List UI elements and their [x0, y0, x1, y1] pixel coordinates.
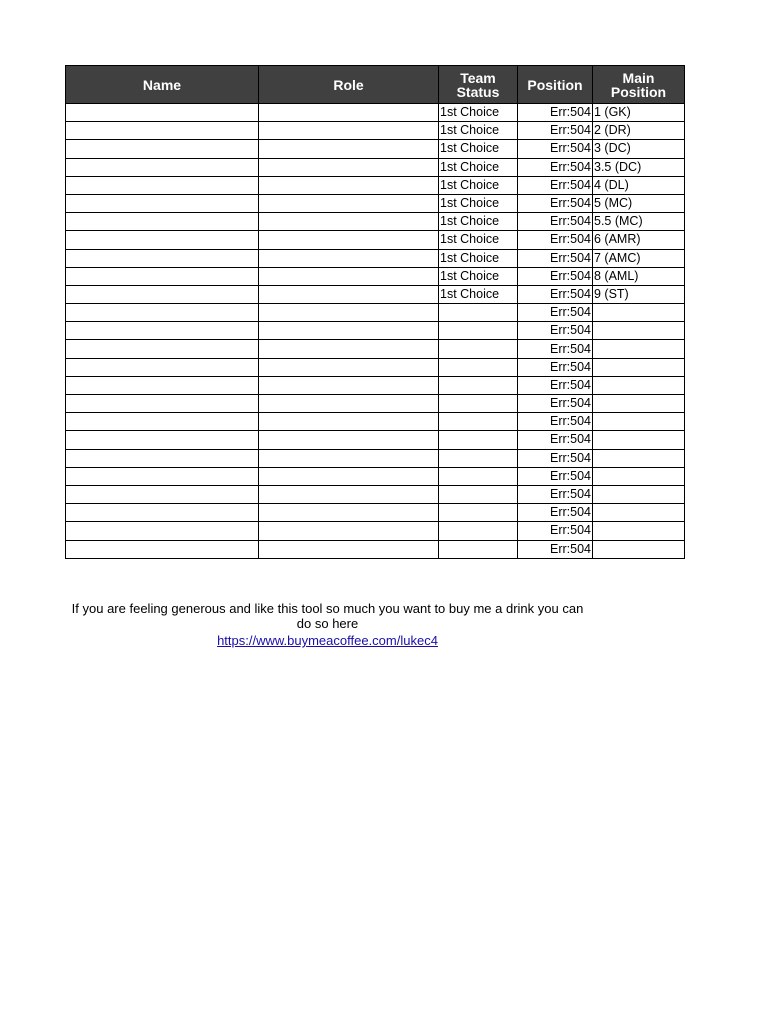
cell-name[interactable] [66, 213, 259, 231]
cell-name[interactable] [66, 358, 259, 376]
table-row [66, 358, 685, 376]
donation-note: If you are feeling generous and like this tool so much you want to buy me a drink you can do so here [71, 601, 584, 631]
table-row [66, 376, 685, 394]
cell-team-status[interactable] [439, 413, 518, 431]
cell-name[interactable] [66, 231, 259, 249]
table-row [66, 285, 685, 303]
table-row [66, 395, 685, 413]
cell-main-position[interactable]: 3 (DC) [593, 140, 685, 158]
cell-team-status[interactable]: 1st Choice [439, 231, 518, 249]
cell-main-position[interactable] [593, 376, 685, 394]
table-row [66, 122, 685, 140]
cell-main-position[interactable] [593, 304, 685, 322]
cell-role[interactable] [259, 340, 439, 358]
cell-position[interactable]: Err:504 [518, 213, 593, 231]
header-team-status[interactable]: Team Status [439, 66, 518, 104]
cell-main-position[interactable] [593, 485, 685, 503]
cell-role[interactable] [259, 467, 439, 485]
table-row [66, 540, 685, 558]
cell-team-status[interactable] [439, 376, 518, 394]
cell-role[interactable] [259, 485, 439, 503]
cell-main-position[interactable]: 5.5 (MC) [593, 213, 685, 231]
cell-team-status[interactable]: 1st Choice [439, 140, 518, 158]
donation-link[interactable]: https://www.buymeacoffee.com/lukec4 [217, 633, 438, 648]
table-row [66, 522, 685, 540]
cell-role[interactable] [259, 431, 439, 449]
cell-main-position[interactable] [593, 467, 685, 485]
cell-team-status[interactable] [439, 431, 518, 449]
cell-role[interactable] [259, 194, 439, 212]
cell-role[interactable] [259, 176, 439, 194]
cell-role[interactable] [259, 140, 439, 158]
cell-main-position[interactable]: 2 (DR) [593, 122, 685, 140]
cell-team-status[interactable] [439, 504, 518, 522]
table-row [66, 249, 685, 267]
cell-position[interactable]: Err:504 [518, 304, 593, 322]
header-name[interactable]: Name [66, 66, 259, 104]
cell-position[interactable]: Err:504 [518, 504, 593, 522]
cell-name[interactable] [66, 504, 259, 522]
cell-role[interactable] [259, 540, 439, 558]
cell-name[interactable] [66, 376, 259, 394]
header-position[interactable]: Position [518, 66, 593, 104]
cell-position[interactable]: Err:504 [518, 231, 593, 249]
cell-position[interactable]: Err:504 [518, 194, 593, 212]
cell-position[interactable]: Err:504 [518, 395, 593, 413]
cell-main-position[interactable] [593, 449, 685, 467]
table-row [66, 104, 685, 122]
cell-name[interactable] [66, 540, 259, 558]
cell-role[interactable] [259, 285, 439, 303]
cell-role[interactable] [259, 158, 439, 176]
cell-position[interactable]: Err:504 [518, 449, 593, 467]
table-row [66, 322, 685, 340]
cell-team-status[interactable] [439, 322, 518, 340]
cell-name[interactable] [66, 267, 259, 285]
table-row [66, 449, 685, 467]
cell-main-position[interactable] [593, 322, 685, 340]
cell-role[interactable] [259, 376, 439, 394]
cell-team-status[interactable]: 1st Choice [439, 267, 518, 285]
table-row [66, 340, 685, 358]
cell-team-status[interactable] [439, 467, 518, 485]
cell-position[interactable]: Err:504 [518, 358, 593, 376]
cell-name[interactable] [66, 522, 259, 540]
cell-position[interactable]: Err:504 [518, 104, 593, 122]
cell-team-status[interactable] [439, 522, 518, 540]
cell-position[interactable]: Err:504 [518, 522, 593, 540]
cell-main-position[interactable]: 7 (AMC) [593, 249, 685, 267]
donation-link-wrapper [65, 633, 590, 649]
cell-main-position[interactable] [593, 504, 685, 522]
cell-name[interactable] [66, 140, 259, 158]
cell-role[interactable] [259, 522, 439, 540]
cell-team-status[interactable] [439, 304, 518, 322]
cell-team-status[interactable] [439, 395, 518, 413]
cell-role[interactable] [259, 504, 439, 522]
table-row [66, 231, 685, 249]
cell-team-status[interactable]: 1st Choice [439, 176, 518, 194]
cell-position[interactable]: Err:504 [518, 267, 593, 285]
table-row [66, 485, 685, 503]
cell-team-status[interactable]: 1st Choice [439, 194, 518, 212]
cell-role[interactable] [259, 267, 439, 285]
table-row [66, 267, 685, 285]
cell-role[interactable] [259, 231, 439, 249]
cell-name[interactable] [66, 340, 259, 358]
cell-main-position[interactable] [593, 340, 685, 358]
cell-role[interactable] [259, 104, 439, 122]
cell-position[interactable]: Err:504 [518, 176, 593, 194]
header-role[interactable]: Role [259, 66, 439, 104]
cell-position[interactable]: Err:504 [518, 467, 593, 485]
cell-position[interactable]: Err:504 [518, 413, 593, 431]
cell-main-position[interactable]: 3.5 (DC) [593, 158, 685, 176]
cell-team-status[interactable]: 1st Choice [439, 285, 518, 303]
cell-main-position[interactable] [593, 395, 685, 413]
cell-team-status[interactable] [439, 340, 518, 358]
cell-position[interactable]: Err:504 [518, 340, 593, 358]
cell-role[interactable] [259, 395, 439, 413]
cell-name[interactable] [66, 104, 259, 122]
cell-team-status[interactable]: 1st Choice [439, 104, 518, 122]
cell-team-status[interactable]: 1st Choice [439, 122, 518, 140]
table-row [66, 194, 685, 212]
cell-role[interactable] [259, 358, 439, 376]
table-row [66, 158, 685, 176]
table-row [66, 140, 685, 158]
cell-team-status[interactable]: 1st Choice [439, 158, 518, 176]
cell-position[interactable]: Err:504 [518, 140, 593, 158]
cell-role[interactable] [259, 213, 439, 231]
cell-team-status[interactable] [439, 358, 518, 376]
squad-table [65, 65, 685, 559]
cell-role[interactable] [259, 304, 439, 322]
cell-position[interactable]: Err:504 [518, 431, 593, 449]
cell-main-position[interactable] [593, 431, 685, 449]
cell-name[interactable] [66, 194, 259, 212]
cell-main-position[interactable]: 5 (MC) [593, 194, 685, 212]
cell-position[interactable]: Err:504 [518, 322, 593, 340]
cell-position[interactable]: Err:504 [518, 249, 593, 267]
cell-name[interactable] [66, 413, 259, 431]
header-row [66, 66, 685, 104]
cell-name[interactable] [66, 122, 259, 140]
cell-name[interactable] [66, 322, 259, 340]
cell-position[interactable]: Err:504 [518, 376, 593, 394]
cell-name[interactable] [66, 449, 259, 467]
cell-position[interactable]: Err:504 [518, 122, 593, 140]
cell-name[interactable] [66, 467, 259, 485]
cell-name[interactable] [66, 249, 259, 267]
cell-name[interactable] [66, 176, 259, 194]
cell-team-status[interactable] [439, 540, 518, 558]
cell-role[interactable] [259, 122, 439, 140]
cell-position[interactable]: Err:504 [518, 540, 593, 558]
cell-position[interactable]: Err:504 [518, 485, 593, 503]
header-main-position[interactable]: Main Position [593, 66, 685, 104]
cell-main-position[interactable] [593, 358, 685, 376]
table-row [66, 504, 685, 522]
cell-role[interactable] [259, 413, 439, 431]
cell-main-position[interactable] [593, 540, 685, 558]
cell-main-position[interactable]: 6 (AMR) [593, 231, 685, 249]
cell-main-position[interactable]: 1 (GK) [593, 104, 685, 122]
cell-name[interactable] [66, 431, 259, 449]
table-row [66, 213, 685, 231]
cell-name[interactable] [66, 285, 259, 303]
cell-position[interactable]: Err:504 [518, 285, 593, 303]
table-row [66, 304, 685, 322]
cell-role[interactable] [259, 322, 439, 340]
table-row [66, 431, 685, 449]
cell-team-status[interactable] [439, 449, 518, 467]
table-row [66, 467, 685, 485]
cell-main-position[interactable]: 9 (ST) [593, 285, 685, 303]
cell-name[interactable] [66, 304, 259, 322]
cell-team-status[interactable] [439, 485, 518, 503]
cell-position[interactable]: Err:504 [518, 158, 593, 176]
cell-name[interactable] [66, 158, 259, 176]
table-row [66, 413, 685, 431]
table-row [66, 176, 685, 194]
cell-main-position[interactable]: 4 (DL) [593, 176, 685, 194]
cell-main-position[interactable]: 8 (AML) [593, 267, 685, 285]
cell-main-position[interactable] [593, 522, 685, 540]
cell-name[interactable] [66, 395, 259, 413]
cell-name[interactable] [66, 485, 259, 503]
cell-main-position[interactable] [593, 413, 685, 431]
cell-role[interactable] [259, 449, 439, 467]
cell-role[interactable] [259, 249, 439, 267]
cell-team-status[interactable]: 1st Choice [439, 249, 518, 267]
cell-team-status[interactable]: 1st Choice [439, 213, 518, 231]
